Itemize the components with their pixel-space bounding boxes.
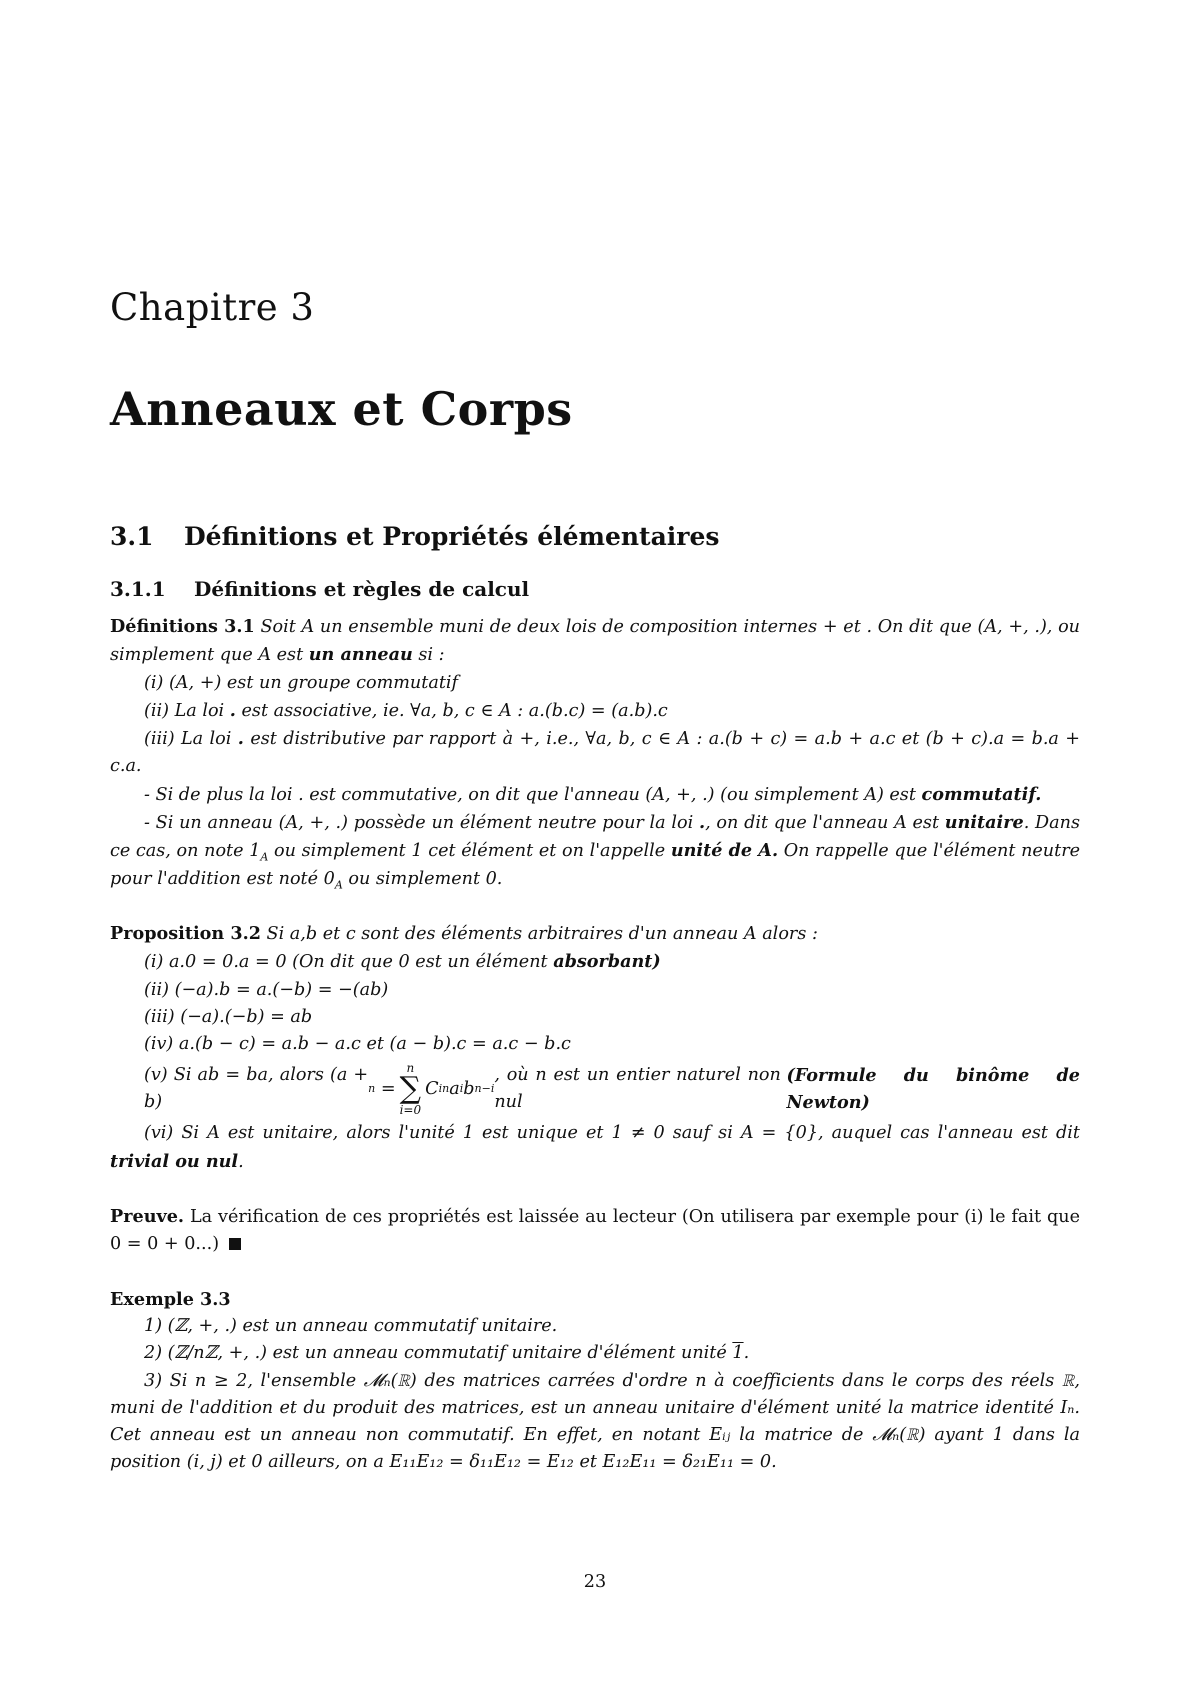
definition-commutative (110, 781, 1080, 809)
definition-item-i: (i) (A, +) est un groupe commutatif (144, 672, 459, 693)
unitaire-text-2: , on dit que l'anneau A est (705, 813, 940, 834)
commutative-text: - Si de plus la loi . est commutative, on dit que l'anneau (A, +, .) (ou simplement A) est (144, 784, 916, 805)
section-heading (110, 522, 719, 551)
item-ii-text-a: (ii) La loi (144, 700, 225, 721)
binomial-c: C (425, 1078, 439, 1099)
prop-item-i-text: (i) a.0 = 0.a = 0 (On dit que 0 est un élément (144, 952, 548, 973)
prop-item-v-text-d: , où n est un entier naturel non nul (494, 1065, 781, 1113)
proposition-item-v: (v) Si ab = ba, alors (a + b) n = n ∑ i=0 C i n a i b n−i , où n est un entier naturel non nul (Formule du binôme de Newton) (144, 1061, 1080, 1118)
definition-label: Définitions 3.1 (110, 616, 255, 637)
term-anneau: un anneau (308, 644, 413, 666)
unitaire-sub-b: A (334, 878, 343, 892)
chapter-title: Anneaux et Corps (110, 382, 573, 436)
proposition-item-iii: (iii) (−a).(−b) = ab (144, 1006, 313, 1027)
unitaire-text-5: On rappelle que l'élément neutre pour l'addition est noté 0 (110, 841, 1081, 889)
unitaire-text-1: - Si un anneau (A, +, .) possède un élément neutre pour la loi (144, 813, 694, 834)
page-number: 23 (583, 1572, 607, 1592)
unitaire-text-3: . Dans ce cas, on note 1 (110, 813, 1080, 862)
term-absorbant: absorbant) (553, 951, 661, 973)
document-body (110, 613, 1080, 1477)
definition-intro-text: Soit A un ensemble muni de deux lois de composition internes + et . On dit que (A, +, .), ou simplement que A est (110, 617, 1080, 666)
definition-item-iii: (iii) La loi . est distributive par rapport à +, i.e., ∀a, b, c ∈ A : a.(b + c) = a.b + a.c et (b + c).a = b.a + c.a. (110, 728, 1081, 777)
definition-item-ii: (ii) La loi . est associative, ie. ∀a, b, c ∈ A : a.(b.c) = (a.b).c (144, 699, 668, 721)
example-item-2-end: . (743, 1343, 750, 1364)
proposition-item-ii: (ii) (−a).b = a.(−b) = −(ab) (144, 979, 389, 1000)
subsection-title: Définitions et règles de calcul (194, 577, 530, 601)
item-iii-text-b: est distributive par rapport à +, i.e., ∀a, b, c ∈ A : a.(b + c) = a.b + a.c et (b + c).a = b.a + c.a. (110, 729, 1081, 777)
definition-unitaire: - Si un anneau (A, +, .) possède un élément neutre pour la loi ., on dit que l'anneau A est unitaire. Dans ce cas, on note $1_A$ ou simplement 1 cet élément et on l'appelle unité de A. On rappelle que l'élément neutre pour l'addition est noté $0_A$ ou simplement 0. (110, 812, 1081, 892)
term-unitaire: unitaire (944, 812, 1024, 834)
term-a: a (449, 1078, 460, 1099)
proof-paragraph (110, 1203, 1080, 1259)
unitaire-sub-a: A (260, 850, 269, 864)
proof-label: Preuve. (110, 1206, 185, 1228)
item-ii-text-b: est associative, ie. ∀a, b, c ∈ A : a.(b.c) = (a.b).c (241, 700, 668, 721)
example-label: Exemple 3.3 (110, 1288, 231, 1310)
sum-sigma: ∑ (399, 1071, 422, 1107)
term-b: b (463, 1078, 475, 1099)
item-iii-text-a: (iii) La loi (144, 729, 232, 750)
example-item-2-unit: 1 (732, 1343, 744, 1364)
example-item-2 (110, 1340, 1080, 1367)
term-trivial: trivial ou nul (110, 1150, 239, 1172)
proposition-intro-text: Si a,b et c sont des éléments arbitraires d'un anneau A alors : (266, 923, 818, 944)
term-binome-newton: (Formule du binôme de Newton) (786, 1065, 1080, 1114)
proposition-item-vi (110, 1120, 1080, 1176)
example-item-1: 1) (ℤ, +, .) est un anneau commutatif unitaire. (144, 1315, 558, 1336)
proposition-label: Proposition 3.2 (110, 922, 261, 944)
sum-upper-bound: n (406, 1061, 415, 1076)
unitaire-text-4: ou simplement 1 cet élément et on l'appelle (274, 841, 666, 862)
example-item-3: 3) Si n ≥ 2, l'ensemble 𝓜ₙ(ℝ) des matrices carrées d'ordre n à coefficients dans le corps des réels ℝ, muni de l'addition et du produit des matrices, est un anneau unitaire d'élément unité la matrice identité Iₙ. Cet anneau est un anneau non commutatif. En effet, en notant Eᵢⱼ la matrice de 𝓜ₙ(ℝ) ayant 1 dans la position (i, j) et 0 ailleurs, on a E₁₁E₁₂ = δ₁₁E₁₂ = E₁₂ et E₁₂E₁₁ = δ₂₁E₁₁ = 0. (110, 1370, 1080, 1473)
sum-lower-bound: i=0 (399, 1103, 422, 1118)
definition-intro-end: si : (418, 645, 445, 666)
prop-item-v-text-a: (v) Si ab = ba, alors (a + b) (144, 1065, 369, 1113)
prop-item-v-equals: = (380, 1078, 396, 1099)
qed-square-icon (229, 1238, 241, 1250)
term-commutatif: commutatif. (921, 783, 1042, 805)
term-unite: unité de A. (670, 840, 779, 862)
proposition-intro (110, 920, 1080, 948)
chapter-label: Chapitre 3 (110, 286, 315, 329)
example-item-2-text: 2) (ℤ/nℤ, +, .) est un anneau commutatif unitaire d'élément unité (144, 1343, 727, 1364)
prop-item-vi-end: . (238, 1151, 244, 1172)
proof-text: La vérification de ces propriétés est laissée au lecteur (On utilisera par exemple pour (i) le fait que 0 = 0 + 0...) (110, 1207, 1081, 1255)
proposition-item-i (110, 948, 1080, 976)
unitaire-text-6: ou simplement 0. (348, 868, 503, 889)
summation-symbol (400, 1062, 422, 1116)
subsection-number: 3.1.1 (110, 577, 166, 601)
proposition-item-iv: (iv) a.(b − c) = a.b − a.c et (a − b).c = a.c − b.c (144, 1034, 571, 1055)
section-number: 3.1 (110, 522, 154, 551)
subsection-heading (110, 577, 529, 601)
section-title: Définitions et Propriétés élémentaires (184, 522, 720, 551)
definition-intro (110, 613, 1080, 670)
prop-item-vi-text: (vi) Si A est unitaire, alors l'unité 1 est unique et 1 ≠ 0 sauf si A = {0}, auquel cas l'anneau est dit (144, 1123, 1080, 1144)
